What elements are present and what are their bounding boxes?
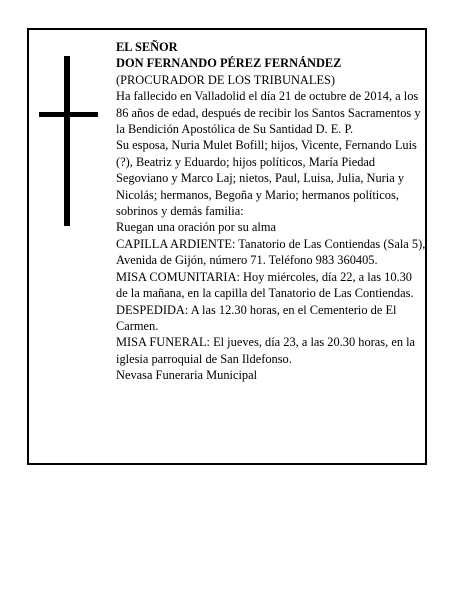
deceased-profession: (PROCURADOR DE LOS TRIBUNALES) xyxy=(116,72,336,87)
latin-cross-icon xyxy=(39,56,99,226)
cross-horizontal-bar xyxy=(39,112,98,117)
deceased-name: DON FERNANDO PÉREZ FERNÁNDEZ xyxy=(116,56,342,71)
funeral-home: Nevasa Funeraria Municipal xyxy=(116,368,258,383)
notice-title-line1: EL SEÑOR xyxy=(116,40,178,54)
funeral-mass-info: MISA FUNERAL: El jueves, día 23, a las 20.30 horas, en la iglesia parroquial de San Ildefonso. xyxy=(116,335,416,366)
cross-vertical-bar xyxy=(64,56,70,226)
prayer-request: Ruegan una oración por su alma xyxy=(116,220,276,235)
obituary-notice xyxy=(27,28,427,465)
death-announcement: Ha fallecido en Valladolid el día 21 de octubre de 2014, a los 86 años de edad, después de recibir los Santos Sacramentos y la Bendición Apostólica de Su Santidad D. E. P. xyxy=(116,89,421,137)
notice-body xyxy=(116,39,426,384)
farewell-info: DESPEDIDA: A las 12.30 horas, en el Cementerio de El Carmen. xyxy=(116,302,397,333)
mass-info: MISA COMUNITARIA: Hoy miércoles, día 22, a las 10.30 de la mañana, en la capilla del Tanatorio de Las Contiendas. xyxy=(116,269,414,301)
chapel-info: CAPILLA ARDIENTE: Tanatorio de Las Contiendas (Sala 5), Avenida de Gijón, número 71. Teléfono 983 360405. xyxy=(116,236,426,268)
family-list: Su esposa, Nuria Mulet Bofill; hijos, Vicente, Fernando Luis (?), Beatriz y Eduardo; hijos políticos, María Piedad Segoviano y Marco Laj; nietos, Paul, Luisa, Julia, Nuria y Nicolás; hermanos, Begoña y Mario; hermanos políticos, sobrinos y demás familia: xyxy=(116,138,417,219)
